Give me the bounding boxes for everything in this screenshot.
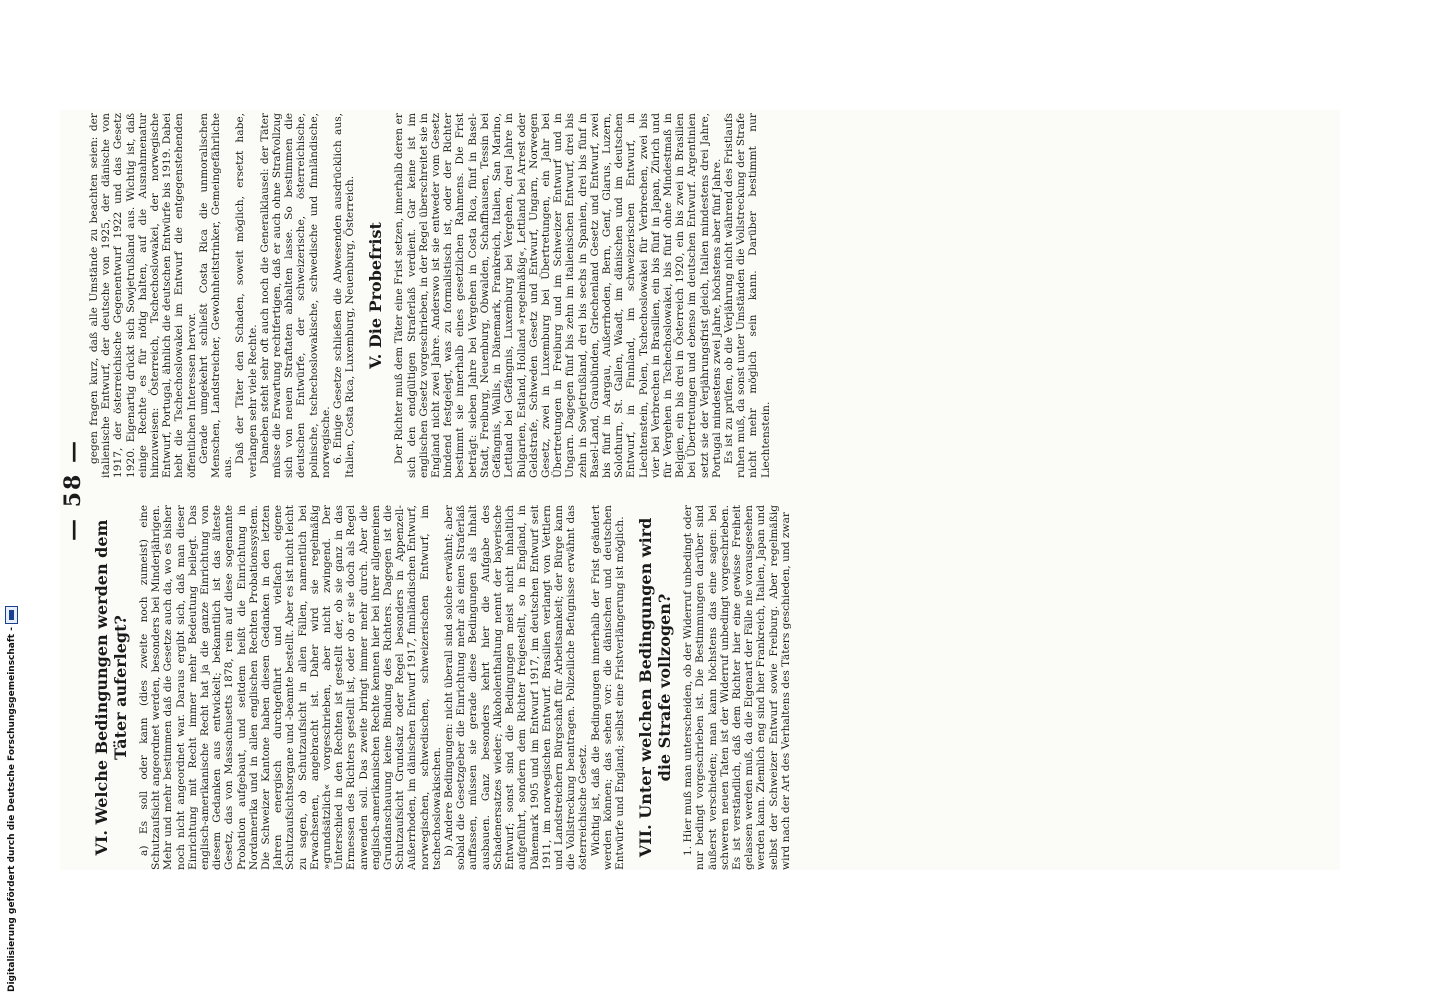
section-heading: V. Die Probefrist (366, 222, 386, 369)
text-paragraph: gegen fragen kurz, daß alle Umstände zu beachten seien: der italienische Entwurf, der deutsche von 1925, der dänische von 1917, der österreichische Gegenentwurf 1922 und das Gesetz 1920. Eigenartig drückt sich Sowjetrußland aus. Wichtig ist, daß einige Rechte es für nötig halten, auf die Ausnahmenatur hinzuweisen: Österreich, Tschechoslowakei, der norwegische Entwurf, Portugal, ähnlich die deutschen Entwürfe bis 1919. Dabei hebt die Tschechoslowakei im Entwurf die entgegenstehenden öffentlichen Interessen hervor. (88, 113, 198, 478)
text-paragraph: Daneben steht sehr oft auch noch die Generalklausel: der Täter müsse die Erwartung rechtfertigen, daß er auch ohne Strafvollzug sich von neuen Straftaten abhalten lasse. So bestimmen die deutschen Entwürfe, der schweizerische, österreichische, polnische, tschechoslowakische, schwedische und finnländische, norwegische. (258, 113, 332, 478)
text-paragraph: Der Richter muß dem Täter eine Frist setzen, innerhalb deren er sich den endgültigen Straferlaß verdient. Gar keine ist im englischen Gesetz vorgeschrieben, in der Regel überschreitet sie in England nicht zwei Jahre. Anderswo ist sie entweder vom Gesetz bindend festgelegt, was zu formalistisch ist, oder der Richter bestimmt sie innerhalb eines gesetzlichen Rahmens. Die Frist beträgt: sieben Jahre bei Vergehen in Costa Rica, fünf in Basel-Stadt, Freiburg, Neuenburg, Obwalden, Schaffhausen, Tessin bei Gefängnis, Wallis, in Dänemark, Frankreich, Italien, San Marino, Lettland bei Gefängnis, Luxemburg bei Vergehen, drei Jahre in Bulgarien, Estland, Holland »regelmäßig«, Lettland bei Arrest oder Geldstrafe, Schweden Gesetz und Entwurf, Ungarn, Norwegen Gesetz, zwei in Luxemburg bei Übertretungen, ein Jahr bei Übertretungen in Freiburg und im Schweizer Entwurf und in Ungarn. Dagegen fünf bis zehn im italienischen Entwurf, drei bis zehn in Sowjetrußland, drei bis sechs in Spanien, drei bis fünf in Basel-Land, Graubünden, Griechenland Gesetz und Entwurf, zwei bis fünf in Aargau, Außerrhoden, Bern, Genf, Glarus, Luzern, Solothurn, St. Gallen, Waadt, im dänischen und im deutschen Entwurf, in Finnland, im schweizerischen Entwurf, in Liechtenstein, Polen, Tschechoslowakei für Verbrechen, zwei bis vier bei Verbrechen in Brasilien, ein bis fünf in Japan, Zürich und für Vergehen in Tschechoslowakei, bis fünf ohne Mindestmaß in Belgien, ein bis drei in Österreich 1920, ein bis zwei in Brasilien bei Übertretungen und ebenso im deutschen Entwurf. Argentinien setzt sie der Verjährungsfrist gleich, Italien mindestens drei Jahre, Portugal mindestens zwei Jahre, höchstens aber fünf Jahre. (393, 113, 723, 478)
digitization-footer (2, 7, 22, 992)
text-paragraph: Gerade umgekehrt schließt Costa Rica die unmoralischen Menschen, Landstreicher, Gewohnheitstrinker, Gemeingefährliche aus. (197, 113, 235, 478)
section-heading: VI. Welche Bedingungen werden dem Täter auferlegt? (92, 519, 130, 856)
text-paragraph: b) Andere Bedingungen: nicht überall sind solche erwähnt; aber sobald die Gesetzgeber die Einrichtung mehr als einen Straferlaß auffassen, müssen sie gerade diese Bedingungen als Inhalt ausbauen. Ganz besonders kehrt hier die Aufgabe des Schadenersatzes wieder; Alkoholenthaltung nennt der bayerische Entwurf; sonst sind die Bedingungen meist nicht inhaltlich aufgeführt, sondern dem Richter freigestellt, so in England, in Dänemark 1905 und im Entwurf 1917, im deutschen Entwurf seit 1911, im norwegischen Entwurf. Brasilien verlangt von Vettlern und Landstreichern Bürgschaft für Arbeitsamkeit; der Bürge kann die Vollstreckung beantragen. Polizeiliche Befugnisse erwähnt das österreichische Gesetz. (443, 505, 590, 870)
text-paragraph: 1. Hier muß man unterscheiden, ob der Widerruf unbedingt oder nur bedingt vorgeschrieben ist. Die Bestimmungen darüber sind äußerst verschieden; man kann höchstens das eine sagen: bei schweren neuen Taten ist der Widerruf unbedingt vorgeschrieben. Es ist verständlich, daß dem Richter hier eine gewisse Freiheit gelassen werden muß, da die Eigenart der Fälle nie vorausgesehen werden kann. Ziemlich eng sind hier Frankreich, Italien, Japan und selbst der Schweizer Entwurf sowie Freiburg. Aber regelmäßig wird nach der Art des Verhaltens des Täters geschieden, und zwar (682, 505, 792, 870)
section-heading: VII. Unter welchen Bedingungen wird die Strafe vollzogen? (636, 517, 675, 858)
text-paragraph: Es ist zu prüfen, ob die Verjährung nicht während des Fristlaufs ruhen muß, da sonst unter Umständen die Vollstreckung der Strafe nicht mehr möglich sein kann. Darüber bestimmt nur Liechtenstein. (722, 113, 772, 478)
text-paragraph: a) Es soll oder kann (dies zweite noch zumeist) eine Schutzaufsicht angeordnet werden, besonders bei Minderjährigen. Mehr und mehr bestimmen daß die Gesetze auch da, wo es bisher noch nicht angeordnet war. Daraus ergibt sich, daß man dieser Einrichtung mit Recht immer mehr Bedeutung beilegt. Das englisch-amerikanische Recht hat ja die ganze Einrichtung von diesem Gedanken aus entwickelt; bekanntlich ist das älteste Gesetz, das von Massachusetts 1878, rein auf diese sogenannte Probation aufgebaut, und seitdem heißt die Einrichtung in Nordamerika und in allen englischen Rechten Probationssystem. Die Schweizer Kantone haben diesen Gedanken in den letzten Jahren energisch durchgeführt und vielfach eigene Schutzaufsichtsorgane und -beamte bestellt. Aber es ist nicht leicht zu sagen, ob Schutzaufsicht in allen Fällen, namentlich bei Erwachsenen, angebracht ist. Daher wird sie regelmäßig »grundsätzlich« vorgeschrieben, aber nicht zwingend. Der Unterschied in den Rechten ist gestellt der, ob sie ganz in das Ermessen des Richters gestellt ist, oder ob er sie doch als Regel anwenden soll. Das zweite bringt immer mehr durch. Aber die englisch-amerikanischen Rechte kennen hier bei ihrer allgemeinen Grundanschauung keine Bindung des Richters. Dagegen ist die Schutzaufsicht Grundsatz oder Regel besonders in Appenzell-Außerrhoden, im dänischen Entwurf 1917, finnländischen Entwurf, norwegischen, schwedischen, schweizerischen Entwurf, im tschechoslowakischen. (138, 505, 443, 870)
left-text-column (88, 505, 1258, 870)
book-page (60, 110, 1340, 870)
right-text-column (88, 113, 1258, 478)
page-number: — 58 — (60, 439, 86, 541)
text-paragraph: Daß der Täter den Schaden, soweit möglich, ersetzt habe, verlangen sehr viele Rechte. (234, 113, 259, 478)
footer-text: Digitalisierung gefördert durch die Deutsche Forschungsgemeinschaft - (7, 627, 17, 992)
text-paragraph: Wichtig ist, daß die Bedingungen innerhalb der Frist geändert werden können; das sehen vor: die dänischen und deutschen Entwürfe und England; selbst eine Fristverlängerung ist möglich. (589, 505, 626, 870)
text-paragraph: 6. Einige Gesetze schließen die Abwesenden ausdrücklich aus, Italien, Costa Rica, Luxemburg, Neuenburg, Österreich. (332, 113, 357, 478)
dfg-logo-icon (5, 606, 18, 624)
